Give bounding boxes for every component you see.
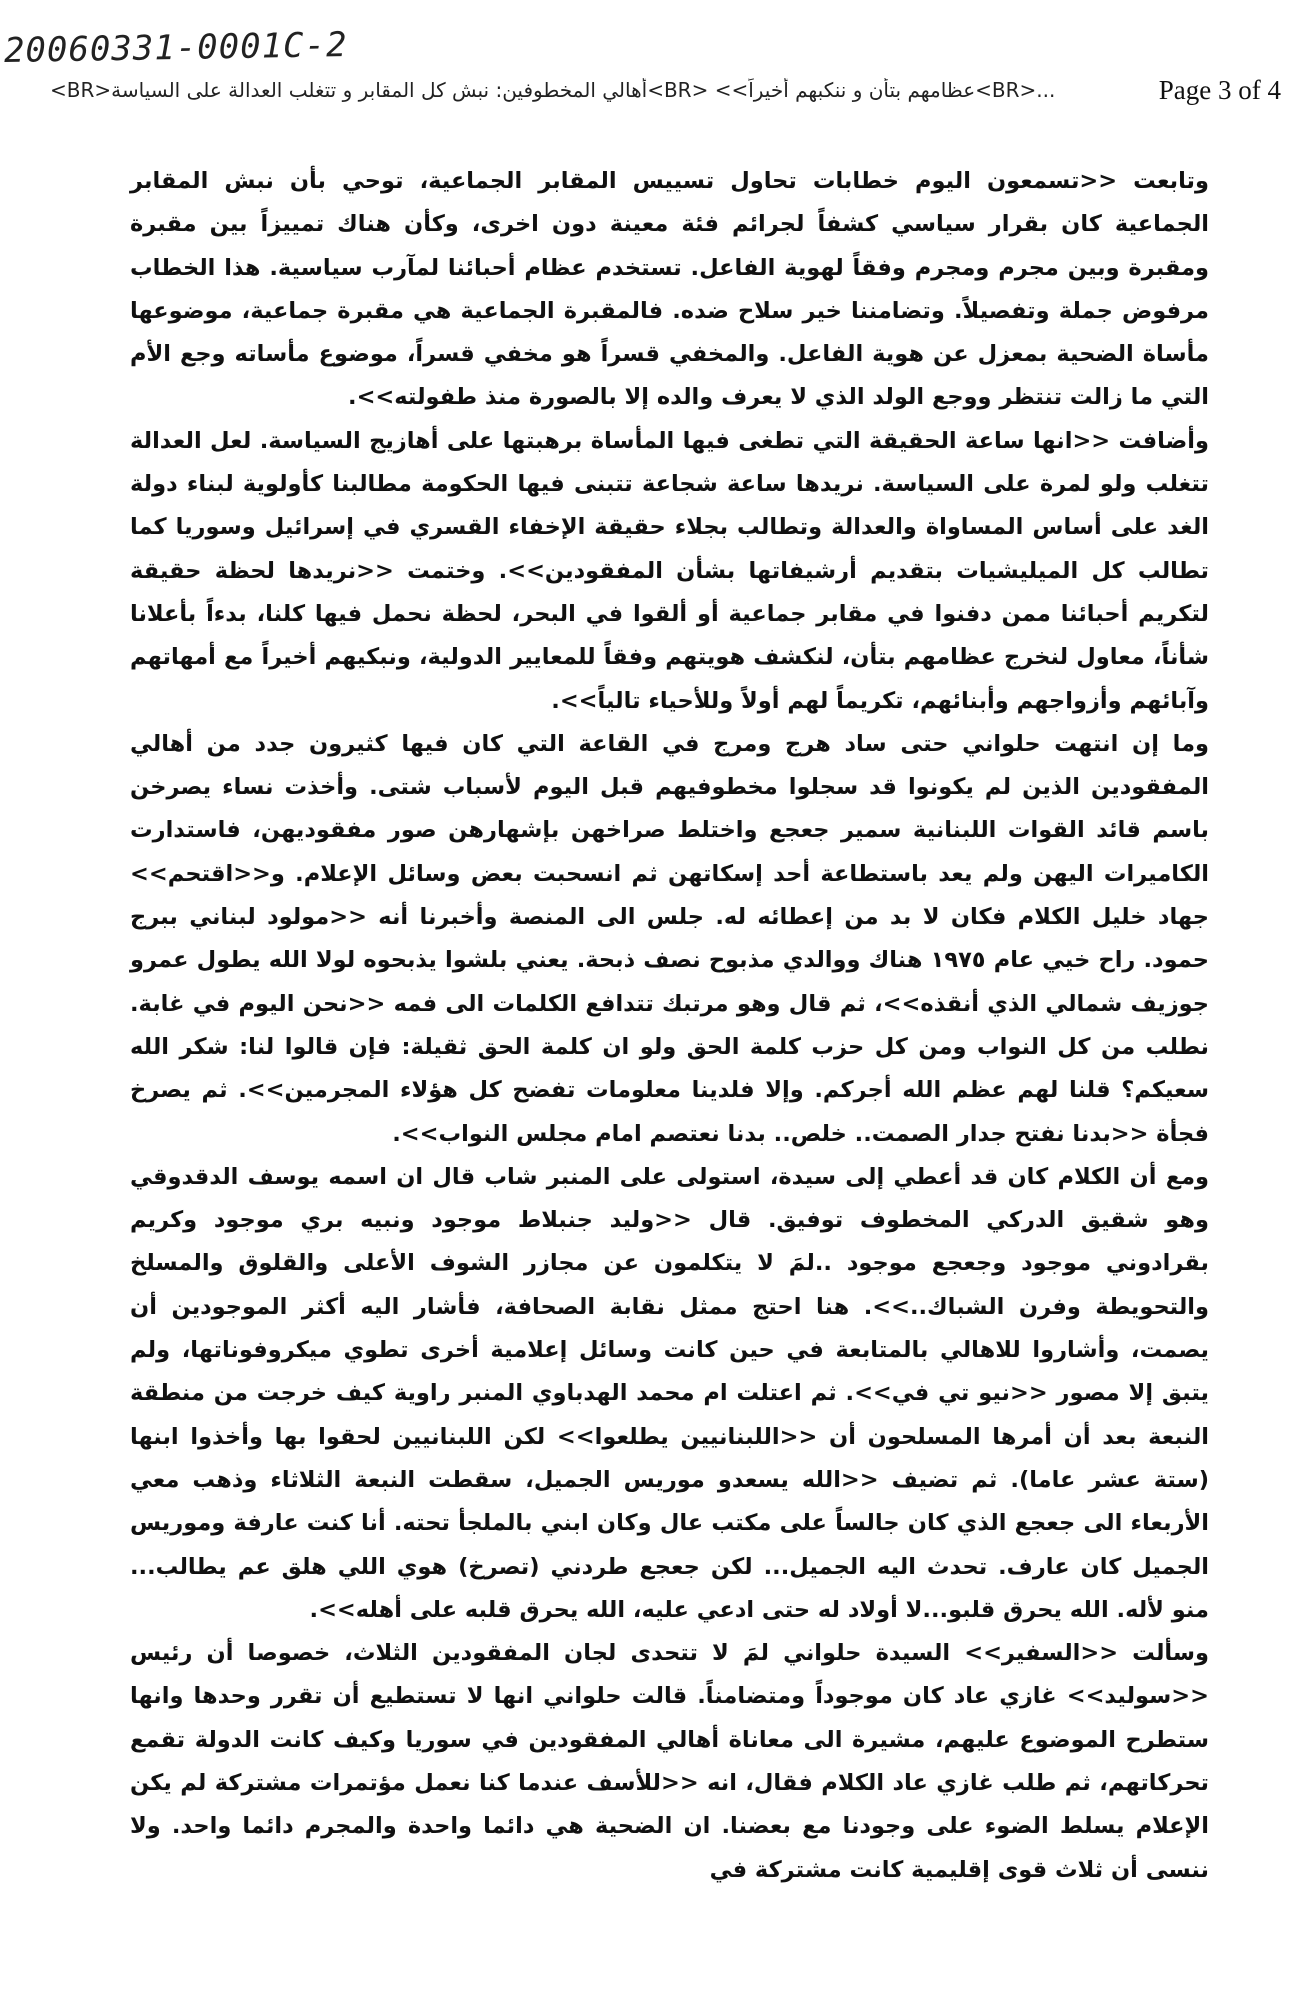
paragraph: ومع أن الكلام كان قد أعطي إلى سيدة، استولى على المنبر شاب قال ان اسمه يوسف الدقدوقي وهو شقيق الدركي المخطوف توفيق. قال <<وليد جنبلاط موجود ونبيه بري موجود وكريم بقرادوني موجود وجعجع موجود ..لمَ لا يتكلمون عن مجازر الشوف الأعلى والقلوق والمسلخ والتحويطة وفرن الشباك..>>. هنا احتج ممثل نقابة الصحافة، فأشار اليه أكثر الموجودين أن يصمت، وأشاروا للاهالي بالمتابعة في حين كانت وسائل إعلامية أخرى تطوي ميكروفوناتها، ولم يتبق إلا مصور <<نيو تي في>>. ثم اعتلت ام محمد الهدباوي المنبر راوية كيف خرجت من منطقة النبعة بعد أن أمرها المسلحون أن <<اللبنانيين يطلعوا>> لكن اللبنانيين لحقوا بها وأخذوا ابنها (ستة عشر عاما). ثم تضيف <<الله يسعدو موريس الجميل، سقطت النبعة الثلاثاء وذهب معي الأربعاء الى جعجع الذي كان جالساً على مكتب عال وكان ابني بالملجأ تحته. أنا كنت عارفة وموريس الجميل كان عارف. تحدث اليه الجميل... لكن جعجع طردني (تصرخ) هوي اللي هلق عم يطالب... منو لأله. الله يحرق قلبو...لا أولاد له حتى ادعي عليه، الله يحرق قلبه على أهله>>.: [130, 1163, 1209, 1623]
paragraph: وما إن انتهت حلواني حتى ساد هرج ومرج في القاعة التي كان فيها كثيرون جدد من أهالي المفقودين الذين لم يكونوا قد سجلوا مخطوفيهم قبل اليوم لأسباب شتى. وأخذت نساء يصرخن باسم قائد القوات اللبنانية سمير جعجع واختلط صراخهن بإشهارهن صور مفقوديهن، فاستدارت الكاميرات اليهن ولم يعد باستطاعة أحد إسكاتهن ثم انسحبت بعض وسائل الإعلام. و<<اقتحم>> جهاد خليل الكلام فكان لا بد من إعطائه له. جلس الى المنصة وأخبرنا أنه <<مولود لبناني ببرج حمود. راح خيي عام ١٩٧٥ هناك ووالدي مذبوح نصف ذبحة. يعني بلشوا يذبحوه لولا الله يطول عمرو جوزيف شمالي الذي أنقذه>>، ثم قال وهو مرتبك تتدافع الكلمات الى فمه <<نحن اليوم في غابة. نطلب من كل النواب ومن كل حزب كلمة الحق ولو ان كلمة الحق ثقيلة: فإن قالوا لنا: شكر الله سعيكم؟ قلنا لهم عظم الله أجركم. وإلا فلدينا معلومات تفضح كل هؤلاء المجرمين>>. ثم يصرخ فجأة <<بدنا نفتح جدار الصمت.. خلص.. بدنا نعتصم امام مجلس النواب>>.: [130, 730, 1210, 1147]
paragraph: وتابعت <<تسمعون اليوم خطابات تحاول تسييس المقابر الجماعية، توحي بأن نبش المقابر الجماعية كان بقرار سياسي كشفاً لجرائم فئة معينة دون اخرى، وكأن هناك تمييزاً بين مقبرة ومقبرة وبين مجرم ومجرم وفقاً لهوية الفاعل. تستخدم عظام أحبائنا لمآرب سياسية. هذا الخطاب مرفوض جملة وتفصيلاً. وتضامننا خير سلاح ضده. فالمقبرة الجماعية هي مقبرة جماعية، موضوعها مأساة الضحية بمعزل عن هوية الفاعل. والمخفي قسراً هو مخفي قسراً، موضوع مأساته وجع الأم التي ما زالت تنتظر ووجع الولد الذي لا يعرف والده إلا بالصورة منذ طفولته>>.: [130, 168, 1209, 411]
page-number: Page 3 of 4: [1158, 74, 1281, 105]
paragraph: وأضافت <<انها ساعة الحقيقة التي تطغى فيها المأساة برهبتها على أهازيج السياسة. لعل العدالة تتغلب ولو لمرة على السياسة. نريدها ساعة شجاعة تتبنى فيها الحكومة مطالبنا كأولوية لبناء دولة الغد على أساس المساواة والعدالة وتطالب بجلاء حقيقة الإخفاء القسري في إسرائيل وسوريا كما تطالب كل الميليشيات بتقديم أرشيفاتها بشأن المفقودين>>. وختمت <<نريدها لحظة حقيقة لتكريم أحبائنا ممن دفنوا في مقابر جماعية أو ألقوا في البحر، لحظة نحمل فيها كلنا، بدءاً بأعلانا شأناً، معاول لنخرج عظامهم بتأن، لنكشف هويتهم وفقاً للمعايير الدولية، ونبكيهم أخيراً مع أمهاتهم وآبائهم وأزواجهم وأبنائهم، تكريماً لهم أولاً وللأحياء تالياً>>.: [130, 427, 1209, 714]
paragraph: وسألت <<السفير>> السيدة حلواني لمَ لا تتحدى لجان المفقودين الثلاث، خصوصا أن رئيس <<سوليد>> غازي عاد كان موجوداً ومتضامناً. قالت حلواني انها لا تستطيع أن تقرر وحدها وانها ستطرح الموضوع عليهم، مشيرة الى معاناة أهالي المفقودين في سوريا وكيف كانت الدولة تقمع تحركاتهم، ثم طلب غازي عاد الكلام فقال، انه <<للأسف عندما كنا نعمل مؤتمرات مشتركة لم يكن الإعلام يسلط الضوء على وجودنا مع بعضنا. ان الضحية هي دائما واحدة والمجرم دائما واحد. ولا ننسى أن ثلاث قوى إقليمية كانت مشتركة في: [130, 1640, 1209, 1883]
page-header: [50, 70, 1281, 110]
handwritten-document-id: 20060331-0001C-2: [3, 25, 348, 71]
article-body: [130, 160, 1209, 1892]
page-header-title: <BR>أهالي المخطوفين: نبش كل المقابر و تتغلب العدالة على السياسة<BR> <<عظامهم بتأن و ننكبهم أخيراً<BR>...: [50, 78, 1056, 102]
